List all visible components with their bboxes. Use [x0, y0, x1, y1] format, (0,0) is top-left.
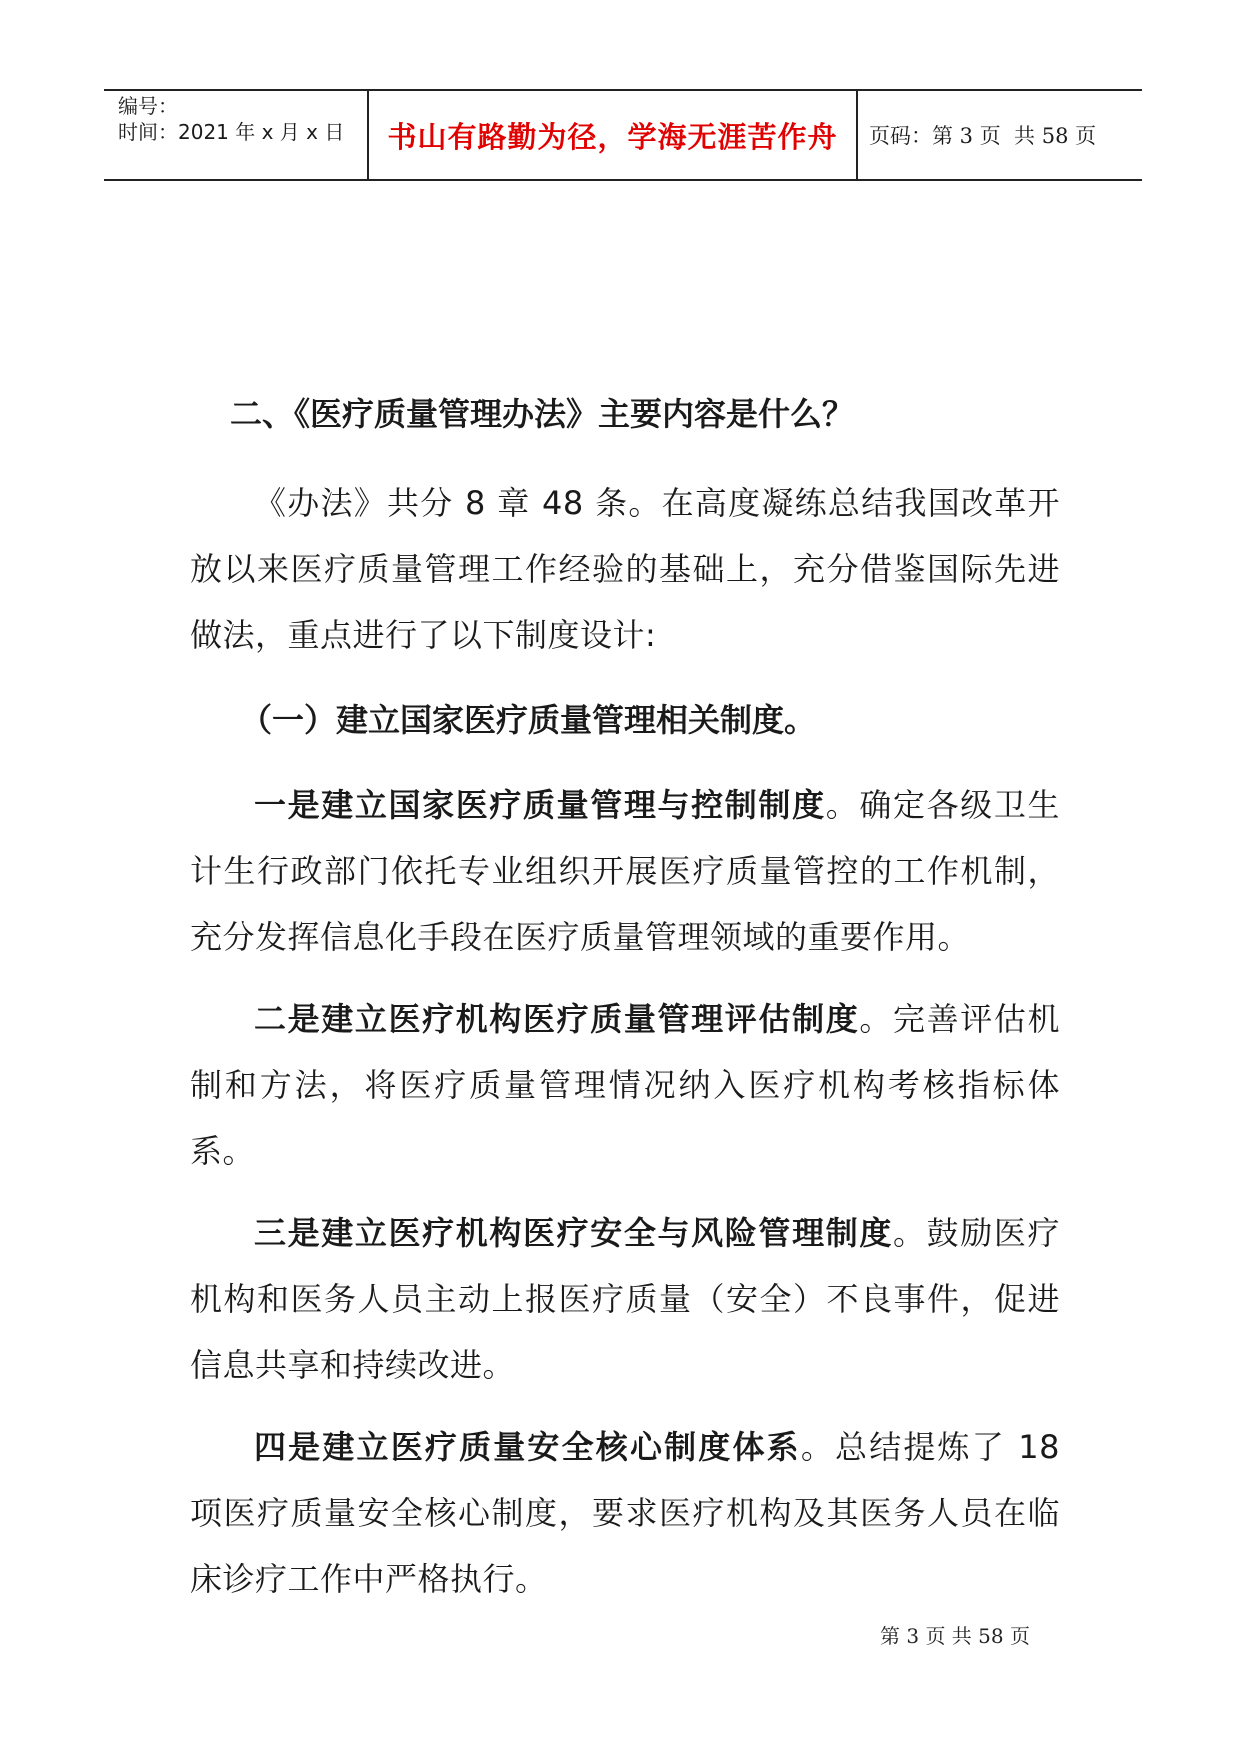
header-meta: [118, 91, 368, 181]
header-page-text: 页码：第 3 页 共 58 页: [869, 124, 1097, 148]
item-text: 。确定各级卫生计生行政部门依托专业组织开展医疗质量管控的工作机制，充分发挥信息化手段在医疗质量管理领域的重要作用。: [190, 786, 1060, 956]
item-paragraph: [190, 986, 1060, 1184]
document-body: [190, 392, 1060, 1612]
item-lead: 四是建立医疗质量安全核心制度体系: [254, 1428, 801, 1466]
header-motto: 书山有路勤为径，学海无涯苦作舟: [387, 119, 838, 154]
page-footer: 第 3 页 共 58 页: [880, 1624, 1030, 1648]
item-text: 。总结提炼了 18 项医疗质量安全核心制度，要求医疗机构及其医务人员在临床诊疗工作中严格执行。: [190, 1428, 1060, 1598]
header-divider: [856, 91, 858, 179]
document-header: [104, 89, 1142, 181]
section-heading: 二、《医疗质量管理办法》主要内容是什么？: [230, 395, 855, 433]
item-text: 。鼓励医疗机构和医务人员主动上报医疗质量（安全）不良事件，促进信息共享和持续改进。: [190, 1214, 1060, 1384]
intro-paragraph: 《办法》共分 8 章 48 条。在高度凝练总结我国改革开放以来医疗质量管理工作经验的基础上，充分借鉴国际先进做法，重点进行了以下制度设计:: [190, 484, 1060, 654]
item-lead: 二是建立医疗机构医疗质量管理评估制度: [254, 1000, 860, 1038]
item-paragraph: [190, 1200, 1060, 1398]
header-number-label: 编号：: [118, 94, 178, 118]
item-lead: 一是建立国家医疗质量管理与控制制度: [254, 786, 826, 824]
item-text: 。完善评估机制和方法，将医疗质量管理情况纳入医疗机构考核指标体系。: [190, 1000, 1060, 1170]
item-paragraph: [190, 772, 1060, 970]
header-page-label: [869, 91, 1139, 179]
item-lead: 三是建立医疗机构医疗安全与风险管理制度: [254, 1214, 893, 1252]
header-time-label: 时间：2021 年 x 月 x 日: [118, 120, 345, 144]
sub-heading: （一）建立国家医疗质量管理相关制度。: [240, 701, 817, 739]
item-paragraph: [190, 1414, 1060, 1612]
